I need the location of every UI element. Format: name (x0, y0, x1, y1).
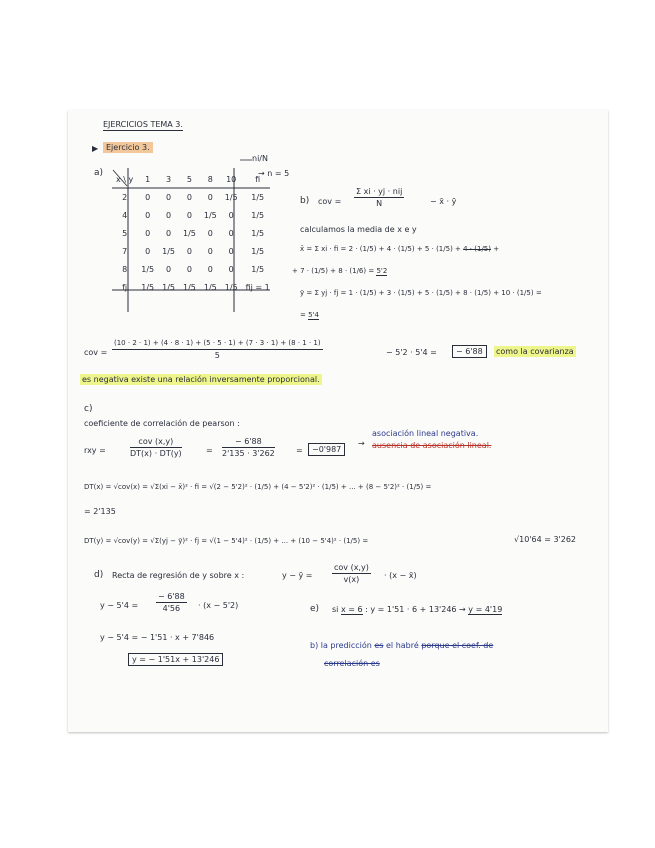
pearson-fraction-1 (130, 436, 182, 459)
mean-y-line-1: ȳ = Σ yj · fj = 1 · (1/5) + 3 · (1/5) + 5 · (1/5) + 8 · (1/5) + 10 · (1/5) = (300, 289, 542, 297)
table-cell: 0 (228, 246, 234, 256)
table-cell: 0 (166, 192, 172, 202)
pearson-num-1: cov (x,y) (130, 436, 182, 448)
table-cell: 0 (207, 246, 213, 256)
cov-fraction (112, 338, 323, 361)
cov-formula-lhs: cov = (318, 197, 342, 206)
table-cell: 1/5 (251, 210, 265, 220)
arrow-icon: → (358, 439, 365, 448)
table-footer-cell: 1/5 (162, 282, 175, 292)
part-c-label: c) (84, 404, 93, 414)
mean-y-eq: = (300, 311, 306, 319)
mean-y-line-2 (300, 310, 319, 321)
table-cell: 7 (122, 246, 128, 256)
table-cell: 1/5 (141, 264, 155, 274)
prediction-comment-struck-1: es (374, 641, 384, 650)
regression-formula-num: cov (x,y) (334, 563, 369, 572)
table-footer-cell: 1/5 (183, 282, 196, 292)
table-cell: 1/5 (251, 192, 265, 202)
table-cell: 1/5 (183, 228, 196, 238)
part-b-label: b) (300, 196, 310, 206)
table-footer-cell: 1/5 (224, 282, 238, 292)
regression-step1-rest: · (x − 5'2) (198, 601, 239, 610)
table-cell: 0 (228, 264, 234, 274)
table-header-cell: 10 (226, 174, 237, 184)
mean-x-result: 5'2 (376, 267, 388, 275)
cov-formula-numerator: Σ xi · yj · nij (356, 187, 403, 196)
table-header-cell: 1 (145, 174, 151, 184)
regression-formula-fraction (332, 562, 371, 585)
table-header-cell: 3 (166, 174, 172, 184)
calc-note: calculamos la media de x e y (300, 225, 417, 234)
cov-numerator: (10 · 2 · 1) + (4 · 8 · 1) + (5 · 5 · 1) + (7 · 3 · 1) + (8 · 1 · 1) (112, 338, 323, 350)
mean-y-result: 5'4 (308, 311, 319, 319)
table-cell: 1/5 (224, 192, 238, 202)
table-cell: 0 (207, 264, 213, 274)
mean-x-text: x̄ = Σ xi · fi = 2 · (1/5) + 4 · (1/5) + 5 · (1/5) + (300, 245, 461, 253)
table-cell: 2 (122, 192, 128, 202)
table-cell: 0 (207, 192, 213, 202)
table-cell: 1/5 (251, 246, 265, 256)
cov-comment-1: como la covarianza (496, 347, 574, 356)
cov-result: − 6'88 (452, 345, 487, 358)
dty-result: √10'64 = 3'262 (514, 535, 577, 544)
table-footer-cell: fij = 1 (245, 282, 270, 292)
mean-x-struck: 4 · (1/5) (463, 245, 491, 253)
table-cell: 0 (166, 264, 172, 274)
table-cell: 0 (228, 228, 234, 238)
prediction-si: si (332, 605, 339, 614)
prediction-result: y = 4'19 (468, 605, 503, 614)
table-cell: 5 (122, 228, 128, 238)
table-cell: 0 (207, 228, 213, 238)
pearson-comment-1: asociación lineal negativa. (372, 429, 479, 438)
cov-comment-2: es negativa existe una relación inversamente proporcional. (82, 375, 320, 384)
pearson-lhs: rxy = (84, 446, 106, 455)
regression-step1-num: − 6'88 (158, 592, 185, 601)
regression-step1-fraction (156, 591, 187, 614)
pearson-result: −0'987 (308, 443, 345, 456)
pearson-den-1: DT(x) · DT(y) (130, 449, 182, 458)
dtx-line-2: = 2'135 (84, 507, 116, 516)
prediction-comment-struck-3: correlación es (324, 659, 380, 668)
pearson-title: coeficiente de correlación de pearson : (84, 419, 240, 428)
bullet-icon: ▶ (92, 144, 99, 153)
table-cell: 0 (186, 264, 192, 274)
table-footer-cell: 1/5 (141, 282, 155, 292)
regression-formula-den: v(x) (343, 575, 360, 584)
dty-line-1: DT(y) = √cov(y) = √Σ(yj − ȳ)² · fj = √(1 − 5'4)² · (1/5) + ... + (10 − 5'4)² · (1/5) = (84, 537, 369, 545)
mean-x-end: + (493, 245, 500, 253)
pearson-den-2: 2'135 · 3'262 (222, 449, 275, 458)
pearson-num-2: − 6'88 (222, 436, 275, 448)
table-header-cell: 5 (186, 174, 192, 184)
page-title: EJERCICIOS TEMA 3. (103, 120, 183, 129)
table-cell: 1/5 (251, 228, 265, 238)
table-header-cell: 8 (207, 174, 213, 184)
regression-title: Recta de regresión de y sobre x : (112, 571, 245, 580)
regression-step2: y − 5'4 = − 1'51 · x + 7'846 (100, 633, 215, 642)
table-cell: 8 (122, 264, 128, 274)
cov-formula-rest: − x̄ · ȳ (430, 197, 457, 206)
cov-lhs: cov = (84, 348, 108, 357)
prediction-calc: : y = 1'51 · 6 + 13'246 → (365, 605, 466, 614)
prediction-comment-line-1 (310, 640, 493, 651)
table-header-cell: x \ y (116, 174, 134, 184)
mean-x-line-1 (300, 244, 499, 255)
table-footer-cell: 1/5 (203, 282, 217, 292)
table-footer-cell: fj (122, 282, 128, 292)
table-cell: 4 (122, 210, 128, 220)
prediction-line (332, 604, 502, 615)
table-cell: 1/5 (251, 264, 265, 274)
table-cell: 0 (186, 192, 192, 202)
table-cell: 0 (145, 192, 151, 202)
pearson-eq-2: = (296, 446, 303, 455)
n-value: → n = 5 (258, 169, 290, 178)
prediction-comment-struck-2: porque el coef. de (421, 641, 494, 650)
cov-formula-fraction (354, 186, 404, 209)
mean-x-text-2: + 7 · (1/5) + 8 · (1/6) = (292, 267, 375, 275)
table-cell: 0 (166, 228, 172, 238)
table-cell: 0 (228, 210, 234, 220)
part-d-label: d) (94, 570, 104, 580)
regression-result: y = − 1'51x + 13'246 (128, 653, 223, 666)
table-cell: 0 (186, 210, 192, 220)
prediction-comment-text-2: el habré (386, 641, 419, 650)
exercise-title: Ejercicio 3. (103, 142, 153, 153)
part-e-label: e) (310, 604, 320, 614)
dtx-line-1: DT(x) = √cov(x) = √Σ(xi − x̄)² · fi = √(2 − 5'2)² · (1/5) + (4 − 5'2)² · (1/5) + ... + (8 − 5'2)² · (1/5) = (84, 483, 432, 491)
table-cell: 1/5 (203, 210, 217, 220)
table-cell: 0 (166, 210, 172, 220)
cov-formula-denominator: N (376, 199, 383, 208)
table-header-cell: fi (255, 174, 261, 184)
table-cell: 0 (145, 246, 151, 256)
regression-step1-den: 4'56 (162, 604, 181, 613)
mean-x-line-2 (292, 266, 387, 277)
regression-step1-lhs: y − 5'4 = (100, 601, 139, 610)
part-a-label: a) (94, 168, 104, 178)
table-cell: 0 (186, 246, 192, 256)
pearson-eq-1: = (206, 446, 213, 455)
prediction-comment-text: b) la predicción (310, 641, 372, 650)
table-cell: 0 (145, 210, 151, 220)
cov-denominator: 5 (214, 351, 220, 360)
regression-formula-rest: · (x − x̄) (384, 571, 417, 580)
pearson-fraction-2 (222, 436, 275, 459)
table-cell: 1/5 (162, 246, 175, 256)
regression-formula-lhs: y − ȳ = (282, 571, 313, 580)
note-ni-n: ni/N (252, 154, 268, 163)
cov-rest: − 5'2 · 5'4 = (386, 348, 437, 357)
table-cell: 0 (145, 228, 151, 238)
pearson-comment-2: ausencia de asociación lineal. (372, 441, 492, 450)
prediction-x: x = 6 (340, 605, 363, 614)
